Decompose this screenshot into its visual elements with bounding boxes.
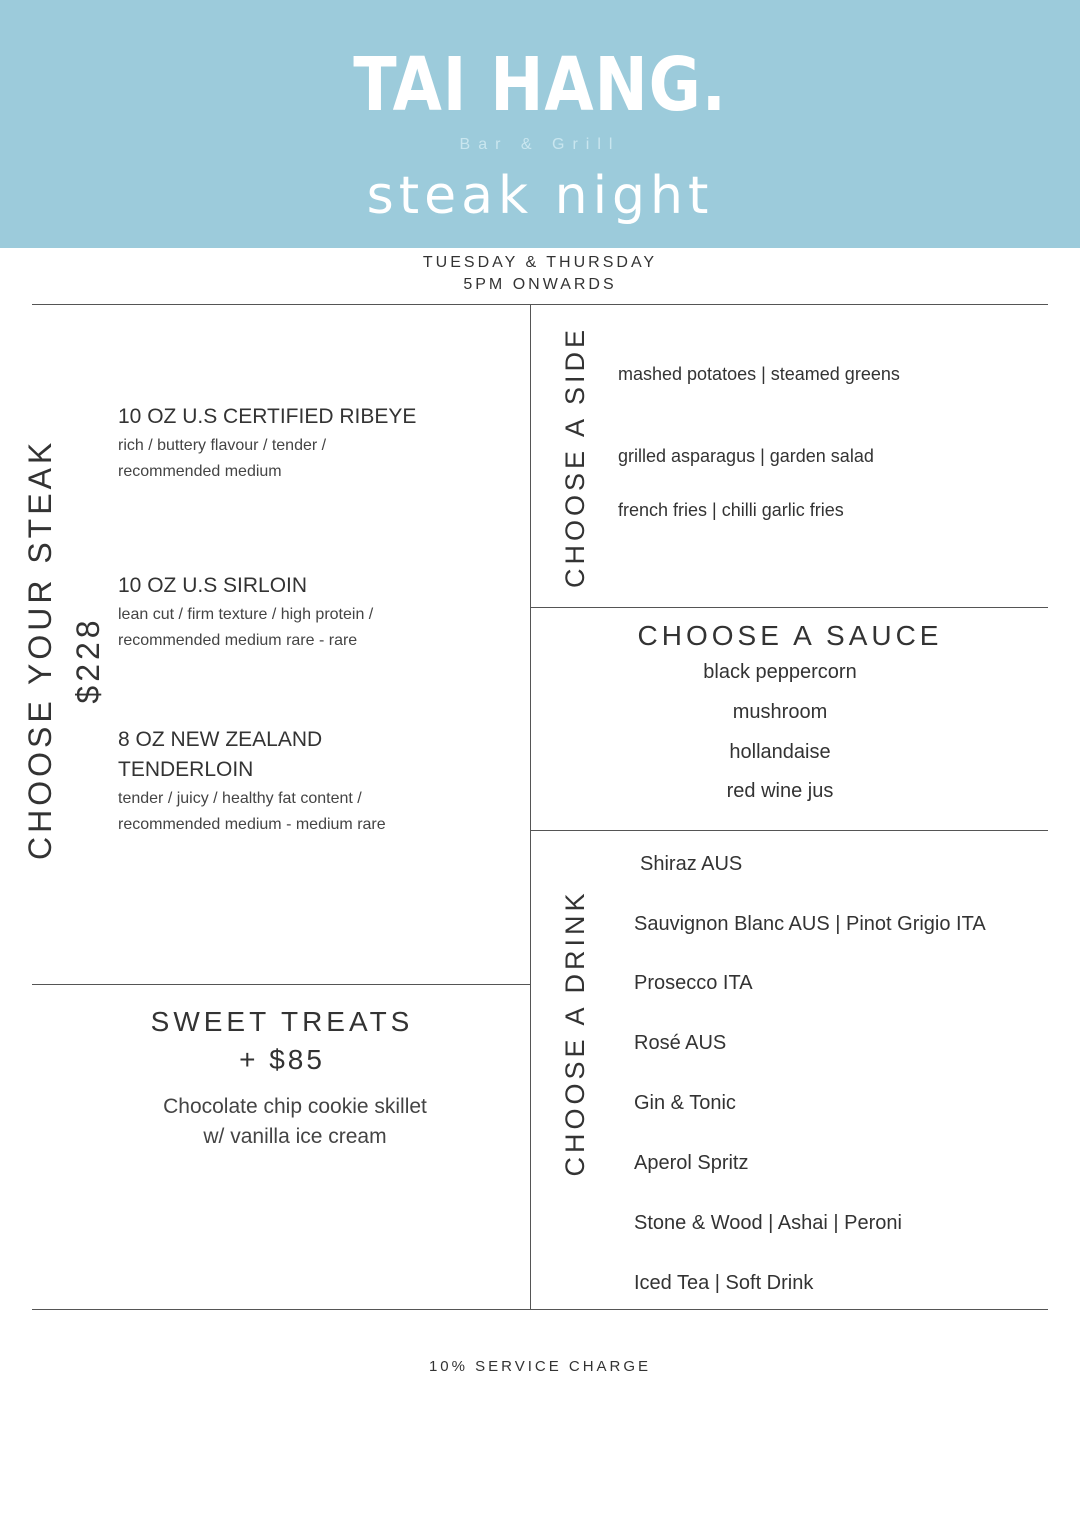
divider-side-sauce <box>530 607 1048 608</box>
steak-price: $228 <box>70 616 106 704</box>
sauce-option: mushroom <box>732 701 828 723</box>
drink-section-title: CHOOSE A DRINK <box>560 889 590 1177</box>
divider-vertical <box>530 304 531 1310</box>
steak-name: 10 OZ U.S SIRLOIN <box>118 574 308 597</box>
drink-option: Gin & Tonic <box>634 1092 736 1114</box>
side-option: french fries | chilli garlic fries <box>618 500 844 520</box>
treats-desc: Chocolate chip cookie skillet <box>163 1095 427 1118</box>
sauce-section-title: CHOOSE A SAUCE <box>637 620 943 651</box>
treats-price: + $85 <box>239 1044 325 1075</box>
steak-item-sirloin <box>118 571 518 653</box>
days-label: TUESDAY & THURSDAY <box>422 254 658 271</box>
side-option: grilled asparagus | garden salad <box>618 446 874 466</box>
sauce-option: black peppercorn <box>703 661 857 683</box>
drink-option: Aperol Spritz <box>634 1152 749 1174</box>
treats-desc-line2: w/ vanilla ice cream <box>203 1125 387 1148</box>
drink-option: Shiraz AUS <box>640 853 743 875</box>
steak-desc: tender / juicy / healthy fat content / <box>118 790 362 807</box>
divider-top <box>32 304 1048 305</box>
drink-option: Rosé AUS <box>634 1032 727 1054</box>
steak-recommendation: recommended medium <box>118 463 282 480</box>
steak-section-title: CHOOSE YOUR STEAK <box>22 438 58 860</box>
steak-item-ribeye <box>118 402 518 484</box>
steak-name-line2: TENDERLOIN <box>118 758 254 781</box>
steak-desc: rich / buttery flavour / tender / <box>118 437 327 454</box>
time-label: 5PM ONWARDS <box>463 276 617 293</box>
brand-subtitle: Bar & Grill <box>459 136 621 153</box>
divider-bottom <box>32 1309 1048 1310</box>
steak-recommendation: recommended medium rare - rare <box>118 632 358 649</box>
side-section-title: CHOOSE A SIDE <box>560 325 590 589</box>
brand-logo: TAI HANG. <box>353 42 727 128</box>
treats-section-title: SWEET TREATS <box>150 1006 414 1037</box>
sauce-option: hollandaise <box>729 741 831 763</box>
page-title: steak night <box>366 166 714 226</box>
divider-sauce-drink <box>530 830 1048 831</box>
header-banner <box>0 0 1080 248</box>
divider-steak-treats <box>32 984 530 985</box>
steak-item-tenderloin <box>118 725 518 837</box>
steak-name: 10 OZ U.S CERTIFIED RIBEYE <box>118 405 417 428</box>
sauce-option: red wine jus <box>726 780 834 802</box>
drink-option: Prosecco ITA <box>634 972 753 994</box>
steak-name: 8 OZ NEW ZEALAND <box>118 728 323 751</box>
service-charge-note: 10% SERVICE CHARGE <box>428 1358 652 1375</box>
steak-desc: lean cut / firm texture / high protein / <box>118 606 374 623</box>
drink-option: Sauvignon Blanc AUS | Pinot Grigio ITA <box>634 913 986 935</box>
drink-option: Stone & Wood | Ashai | Peroni <box>634 1212 902 1234</box>
steak-recommendation: recommended medium - medium rare <box>118 816 386 833</box>
drink-option: Iced Tea | Soft Drink <box>634 1272 814 1294</box>
side-option: mashed potatoes | steamed greens <box>618 364 900 384</box>
